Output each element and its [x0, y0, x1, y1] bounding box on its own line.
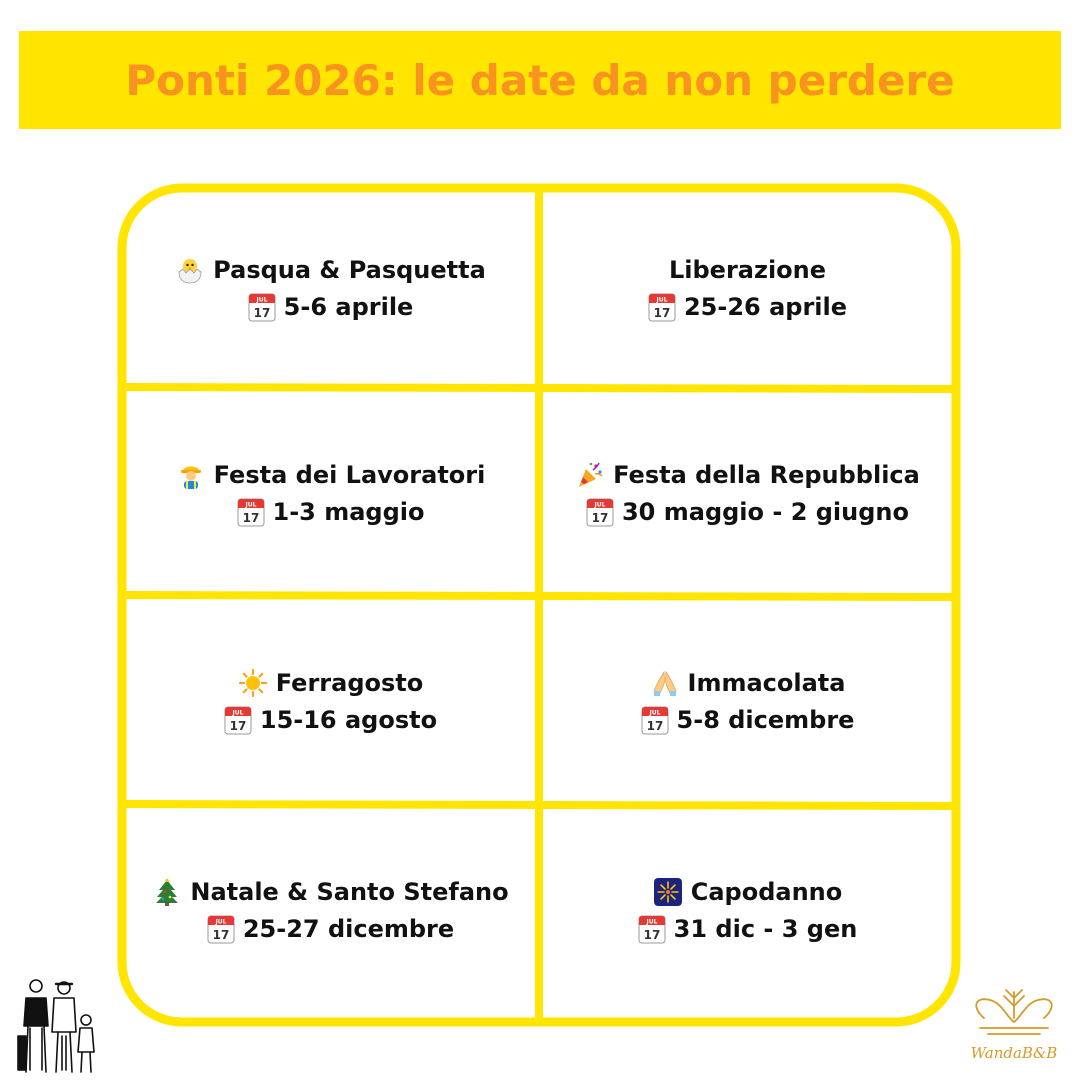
- calendar-day-label: 17: [212, 928, 230, 942]
- holiday-cell-repubblica: [543, 392, 952, 595]
- holiday-dates: 30 maggio - 2 giugno: [621, 497, 909, 526]
- travelers-icon: [16, 976, 98, 1076]
- holiday-name: Natale & Santo Stefano: [190, 877, 509, 906]
- calendar-icon: [207, 914, 235, 944]
- grid-divider-horizontal: [122, 387, 956, 389]
- calendar-icon: [248, 292, 276, 322]
- brand-name: WandaB&B: [970, 1044, 1058, 1062]
- holiday-dates-line: [248, 289, 414, 326]
- holiday-dates: 31 dic - 3 gen: [673, 914, 858, 943]
- calendar-icon: [648, 292, 676, 322]
- holiday-dates: 5-6 aprile: [283, 292, 414, 321]
- party-popper-icon: [575, 460, 605, 490]
- holiday-cell-lavoratori: [126, 392, 535, 595]
- brand-logo: [960, 988, 1068, 1070]
- holiday-dates: 25-26 aprile: [683, 292, 848, 321]
- holiday-name: Capodanno: [690, 877, 843, 906]
- holiday-name-line: [669, 252, 826, 289]
- fireworks-icon: [653, 877, 683, 907]
- calendar-day-label: 17: [253, 306, 271, 320]
- holiday-dates-line: [648, 289, 847, 326]
- calendar-day-label: 17: [229, 719, 247, 733]
- holiday-cell-capodanno: [543, 809, 952, 1012]
- holiday-cell-natale: [126, 809, 535, 1012]
- holiday-cell-immacolata: [543, 600, 952, 803]
- holiday-dates-line: [224, 702, 437, 739]
- holiday-name-line: [650, 665, 846, 702]
- calendar-month-label: JUL: [215, 918, 227, 926]
- holiday-name-line: [152, 874, 508, 911]
- calendar-month-label: JUL: [649, 709, 660, 717]
- holiday-name-line: [175, 252, 486, 289]
- calendar-icon: [586, 497, 614, 527]
- grid-divider-horizontal: [122, 595, 956, 597]
- calendar-icon: [641, 705, 669, 735]
- calendar-day-label: 17: [591, 511, 609, 525]
- holiday-name-line: [238, 665, 423, 702]
- calendar-icon: [224, 705, 252, 735]
- calendar-month-label: JUL: [232, 709, 244, 717]
- calendar-month-label: JUL: [245, 501, 256, 509]
- holiday-dates-line: [207, 911, 454, 948]
- grid-divider-horizontal: [122, 804, 956, 806]
- calendar-month-label: JUL: [256, 296, 268, 304]
- holiday-dates-line: [237, 494, 425, 531]
- holiday-name-line: [176, 457, 486, 494]
- title-banner: [19, 31, 1061, 129]
- holiday-dates: 15-16 agosto: [259, 705, 438, 734]
- sun-icon: [238, 668, 268, 698]
- holiday-dates-line: [638, 911, 858, 948]
- folded-hands-icon: [650, 668, 680, 698]
- construction-worker-icon: [176, 460, 206, 490]
- holiday-cell-liberazione: [543, 192, 952, 385]
- holiday-dates: 25-27 dicembre: [242, 914, 455, 943]
- holiday-name: Liberazione: [668, 255, 827, 284]
- holiday-cell-pasqua: [126, 192, 535, 385]
- holiday-dates-line: [641, 702, 855, 739]
- christmas-tree-icon: [152, 877, 182, 907]
- holiday-name: Immacolata: [687, 668, 846, 697]
- calendar-day-label: 17: [242, 511, 259, 525]
- holiday-dates: 5-8 dicembre: [676, 705, 855, 734]
- holiday-dates: 1-3 maggio: [272, 497, 425, 526]
- calendar-month-label: JUL: [646, 918, 658, 926]
- holiday-name-line: [653, 874, 843, 911]
- calendar-day-label: 17: [643, 928, 661, 942]
- calendar-day-label: 17: [646, 719, 663, 733]
- holiday-grid: [116, 182, 962, 1028]
- holiday-dates-line: [586, 494, 909, 531]
- calendar-icon: [638, 914, 666, 944]
- holiday-name: Ferragosto: [275, 668, 424, 697]
- people-illustration: [16, 976, 98, 1076]
- holiday-name-line: [575, 457, 920, 494]
- holiday-cell-ferragosto: [126, 600, 535, 803]
- logo-emblem-icon: [960, 988, 1068, 1044]
- calendar-icon: [237, 497, 265, 527]
- holiday-name: Festa dei Lavoratori: [213, 460, 486, 489]
- hatching-chick-icon: [175, 255, 205, 285]
- holiday-name: Festa della Repubblica: [613, 460, 920, 489]
- calendar-day-label: 17: [653, 306, 671, 320]
- calendar-month-label: JUL: [656, 296, 668, 304]
- calendar-month-label: JUL: [594, 501, 606, 509]
- page-title: Ponti 2026: le date da non perdere: [125, 55, 955, 105]
- holiday-name: Pasqua & Pasquetta: [213, 255, 486, 284]
